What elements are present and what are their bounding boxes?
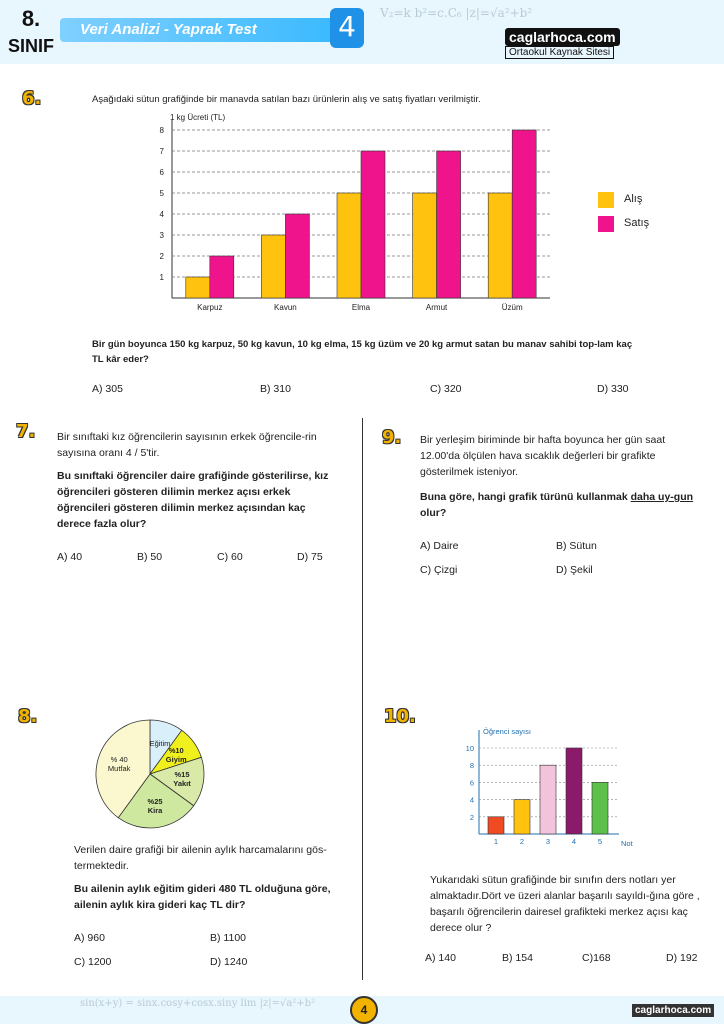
site-subtitle: Ortaokul Kaynak Sitesi [505, 46, 614, 59]
page-title: Veri Analizi - Yaprak Test [80, 21, 257, 38]
q6-bar [488, 193, 512, 298]
q10-number: 10. [384, 706, 416, 727]
q10-xtick-label: 1 [493, 837, 499, 846]
q6-xtick-label: Elma [351, 303, 371, 312]
q10-xtick-label: 3 [545, 837, 551, 846]
q6-ytick-label: 3 [159, 231, 164, 240]
q6-number: 6. [22, 88, 42, 109]
q6-ytick-label: 8 [159, 126, 164, 135]
q10-xtick-label: 5 [597, 837, 603, 846]
grade-number: 8. [21, 6, 41, 31]
q6-bar [437, 151, 461, 298]
q10-chart-xticks [494, 837, 602, 846]
site-brand[interactable]: caglarhoca.com [505, 28, 620, 46]
q6-ytick-label: 7 [159, 147, 164, 156]
q6-bar [186, 277, 210, 298]
legend-label-alis: Alış [624, 193, 643, 205]
q6-bar [261, 235, 285, 298]
q7-option-a[interactable]: A) 40 [57, 551, 83, 563]
q10-ytick-label: 10 [465, 744, 474, 753]
q6-bar [361, 151, 385, 298]
q9-option-c[interactable]: C) Çizgi [420, 564, 458, 576]
legend-label-satis: Satış [624, 217, 650, 229]
q8-intro: Verilen daire grafiği bir ailenin aylık harcamalarını gös-termektedir. [74, 844, 327, 872]
q8-pie-label: %15 Yakıt [173, 770, 191, 789]
q7-option-c[interactable]: C) 60 [217, 551, 243, 563]
q8-option-a[interactable]: A) 960 [74, 932, 105, 944]
q8-option-d[interactable]: D) 1240 [210, 956, 248, 968]
q6-chart-ylabel: 1 kg Ücreti (TL) [170, 113, 226, 122]
q8-pie-label: Eğitim [149, 739, 171, 749]
q10-bar [566, 748, 582, 834]
q7-intro: Bir sınıftaki kız öğrencilerin sayısının erkek öğrencile-rin sayısına oranı 4 / 5'tir. [57, 431, 317, 459]
q6-option-c[interactable]: C) 320 [430, 383, 462, 395]
q9-option-b[interactable]: B) Sütun [556, 540, 597, 552]
q6-option-d[interactable]: D) 330 [597, 383, 629, 395]
q6-intro: Aşağıdaki sütun grafiğinde bir manavda satılan bazı ürünlerin alış ve satış fiyatları verilmiştir. [92, 94, 481, 105]
header-decoration: V₂=k b²=c.C₆ |z|=√a²+b² [380, 6, 533, 20]
q6-option-a[interactable]: A) 305 [92, 383, 123, 395]
q8-option-b[interactable]: B) 1100 [210, 932, 246, 944]
q6-option-b[interactable]: B) 310 [260, 383, 291, 395]
q7-number: 7. [16, 421, 36, 442]
q10-bar-chart [455, 722, 645, 852]
q6-bar [413, 193, 437, 298]
q6-chart-xlabels [197, 303, 523, 312]
q6-bar [512, 130, 536, 298]
q10-bar [488, 817, 504, 834]
q8-pie-chart [94, 718, 206, 830]
q10-ytick-label: 2 [469, 812, 474, 822]
q6-ytick-label: 4 [159, 210, 164, 219]
q8-pie-label: % 40 Mutfak [107, 754, 131, 773]
q6-xtick-label: Armut [425, 303, 448, 312]
q10-option-b[interactable]: B) 154 [502, 952, 533, 964]
q10-option-a[interactable]: A) 140 [425, 952, 456, 964]
q9-question: Buna göre, hangi grafik türünü kullanmak daha uy-gun olur? [420, 491, 694, 519]
q6-ytick-label: 5 [159, 189, 164, 198]
q10-xtick-label: 4 [571, 837, 577, 846]
q7-question: Bu sınıftaki öğrenciler daire grafiğinde gösterilirse, kız öğrencileri gösteren dilimin merkez açısı erkek öğrencileri gösteren dilimin merkez açısından kaç derece fazla olur? [57, 470, 329, 530]
q6-ytick-label: 2 [159, 252, 164, 261]
q6-ytick-label: 1 [159, 273, 164, 282]
q8-pie-label: %25 Kira [147, 797, 163, 816]
q10-bar [592, 782, 608, 834]
q10-option-d[interactable]: D) 192 [666, 952, 698, 964]
q9-option-d[interactable]: D) Şekil [556, 564, 593, 576]
q6-question: Bir gün boyunca 150 kg karpuz, 50 kg kavun, 10 kg elma, 15 kg üzüm ve 20 kg armut satan bu manav sahibi top-lam kaç TL kâr eder? [92, 339, 633, 365]
page-number: 4 [350, 996, 378, 1024]
legend-swatch-alis [598, 192, 614, 208]
q6-bar [210, 256, 234, 298]
q10-chart-ylabel: Öğrenci sayısı [483, 727, 531, 736]
q9-number: 9. [382, 427, 402, 448]
q10-xtick-label: 2 [519, 837, 525, 846]
test-number: 4 [338, 10, 356, 43]
q7-option-b[interactable]: B) 50 [137, 551, 163, 563]
q9-option-a[interactable]: A) Daire [420, 540, 459, 552]
q8-pie-label: %10 Giyim [165, 745, 187, 764]
footer-decoration: sin(x+y) = sinx.cosy+cosx.siny lim |z|=√a²+b² [80, 998, 316, 1009]
legend-swatch-satis [598, 216, 614, 232]
q10-chart-bars [488, 748, 608, 834]
column-divider [362, 418, 363, 980]
q10-ytick-label: 8 [469, 761, 474, 771]
q10-intro: Yukarıdaki sütun grafiğinde bir sınıfın ders notları yer almaktadır.Dört ve üzeri alanlar başarılı sayıldı-ğına göre , başarılı öğrencilerin dairesel grafikteki merkez açısı kaç derece olur ? [430, 874, 700, 934]
grade-badge [4, 6, 58, 58]
q9-intro: Bir yerleşim biriminde bir hafta boyunca her gün saat 12.00'da ölçülen hava sıcaklık değerleri bir grafikte gösterilmek isteniyor. [420, 434, 666, 478]
q10-chart-yticks [466, 744, 474, 822]
q6-ytick-label: 6 [159, 168, 164, 177]
q6-bar-chart [150, 108, 670, 320]
q8-number: 8. [18, 706, 38, 727]
q6-xtick-label: Kavun [274, 303, 297, 312]
q6-xtick-label: Karpuz [197, 303, 223, 312]
q10-ytick-label: 6 [469, 778, 474, 788]
q6-chart-yticks [160, 126, 165, 282]
q10-option-c[interactable]: C)168 [582, 952, 611, 964]
footer-brand[interactable]: caglarhoca.com [632, 1004, 714, 1017]
grade-label: SINIF [7, 36, 54, 56]
q8-question: Bu ailenin aylık eğitim gideri 480 TL olduğuna göre, ailenin aylık kira gideri kaç TL dir? [74, 883, 331, 911]
q6-bar [285, 214, 309, 298]
q8-option-c[interactable]: C) 1200 [74, 956, 112, 968]
q6-xtick-label: Üzüm [501, 303, 523, 312]
q10-ytick-label: 4 [469, 795, 474, 805]
q10-bar [514, 800, 530, 834]
q7-option-d[interactable]: D) 75 [297, 551, 323, 563]
q10-chart-xlabel: Not [621, 839, 633, 848]
q6-bar [337, 193, 361, 298]
q10-bar [540, 765, 556, 834]
